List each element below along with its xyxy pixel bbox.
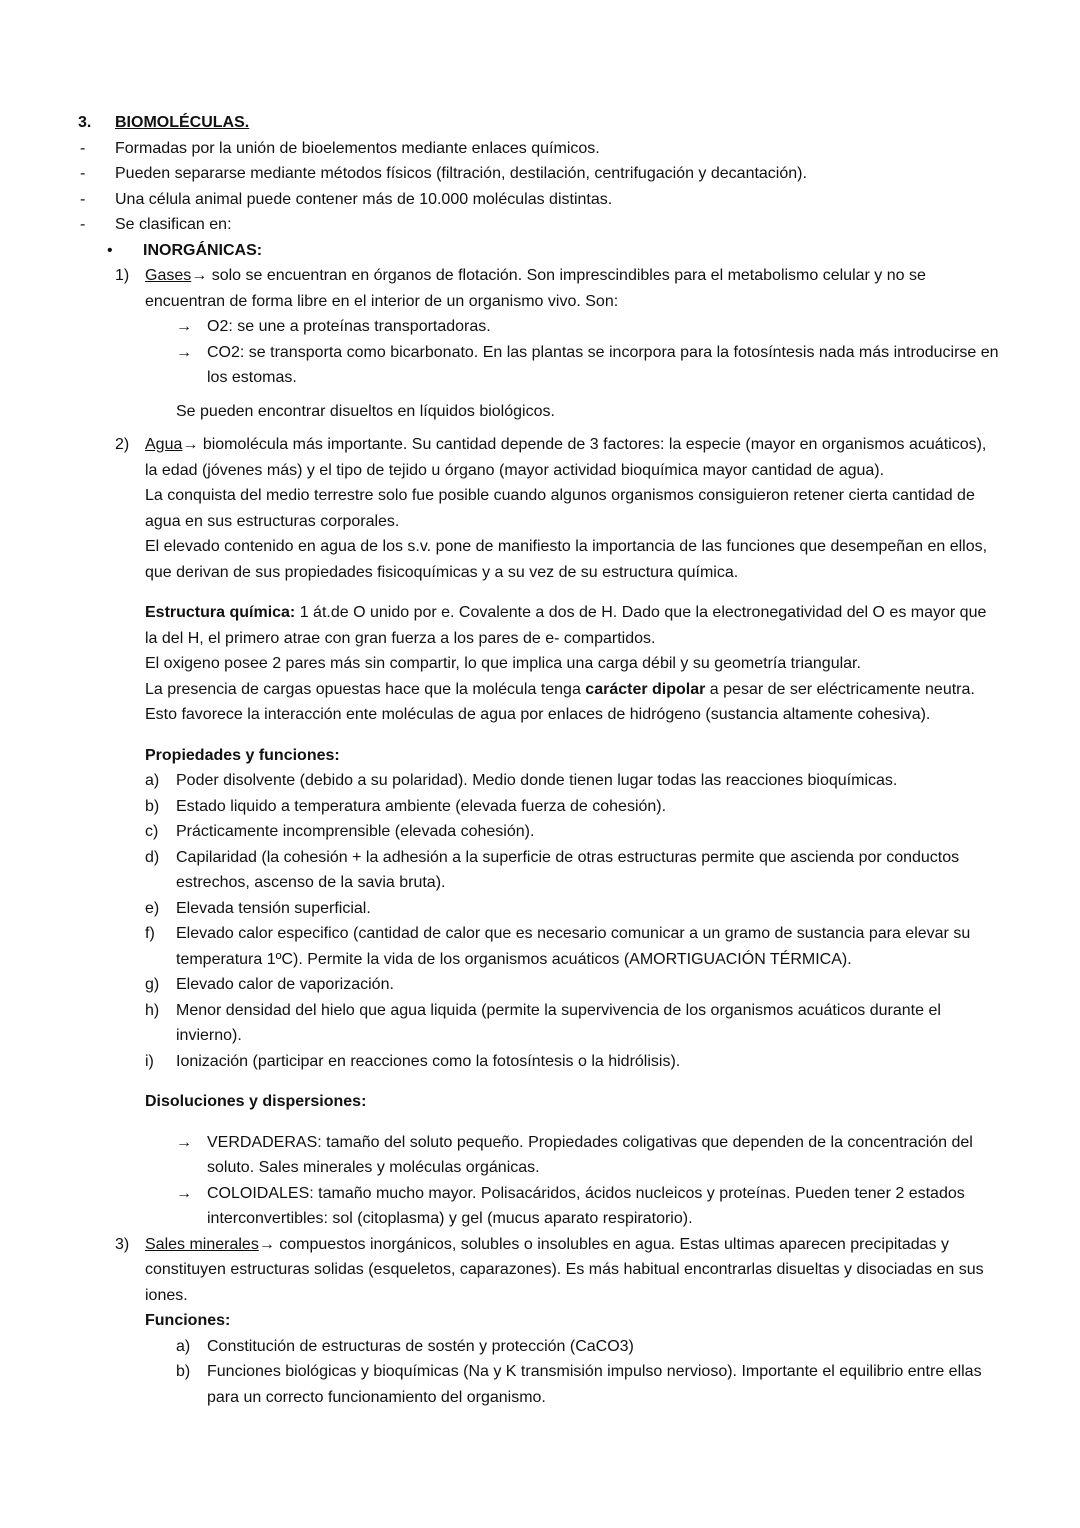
section-title-text: Funciones:	[145, 1312, 231, 1329]
sales-description: compuestos inorgánicos, solubles o insolubles en agua. Estas ultimas aparecen precipitadas y constituyen estructuras solidas (esqueletos, caparazones). Es más habitual encontrarlas disueltas y disociadas en sus iones.	[145, 1235, 984, 1304]
letter-item-c	[145, 819, 1002, 845]
letter-item-d	[145, 845, 1002, 896]
paragraph-estructura-quimica	[145, 600, 1002, 651]
agua-text	[145, 432, 1002, 483]
sales-text	[145, 1232, 1002, 1309]
paragraph-text	[145, 677, 1002, 728]
dipolar-pre: La presencia de cargas opuestas hace que la molécula tenga	[145, 680, 586, 698]
paragraph-caracter-dipolar	[145, 677, 1002, 728]
arrow-item-verdaderas	[176, 1130, 1002, 1181]
right-arrow-icon: →	[176, 318, 192, 335]
dipolar-bold: carácter dipolar	[585, 680, 706, 698]
paragraph-text: Se pueden encontrar disueltos en líquidos biológicos.	[176, 402, 555, 420]
gases-description: solo se encuentran en órganos de flotación. Son imprescindibles para el metabolismo celular y no se encuentran de forma libre en el interior de un organismo vivo. Son:	[145, 267, 926, 310]
dash-item-text: Formadas por la unión de bioelementos mediante enlaces químicos.	[115, 139, 600, 157]
dash-item-formadas	[75, 136, 1002, 162]
letter-marker: f)	[145, 925, 155, 942]
right-arrow-icon: →	[176, 343, 192, 361]
dash-marker: -	[80, 190, 86, 208]
letter-item-text: Prácticamente incomprensible (elevada cohesión).	[176, 823, 535, 840]
arrow-item-coloidales	[176, 1181, 1002, 1232]
paragraph-oxigeno	[145, 651, 1002, 677]
dash-item-text: Se clasifican en:	[115, 216, 232, 233]
letter-item-text: Elevado calor de vaporización.	[176, 976, 394, 993]
right-arrow-icon: →	[176, 1184, 192, 1202]
dash-marker: -	[80, 216, 86, 233]
bullet-inorganicas	[105, 238, 1002, 264]
letter-marker: e)	[145, 899, 160, 917]
paragraph-text: La conquista del medio terrestre solo fue posible cuando algunos organismos consiguieron retener cierta cantidad de agua en sus estructuras corporales.	[145, 487, 975, 530]
letter-marker: c)	[145, 823, 159, 840]
letter-item-text: Capilaridad (la cohesión + la adhesión a la superficie de otras estructuras permite que ascienda por conductos estrechos, ascenso de la savia bruta).	[176, 848, 960, 891]
letter-marker: i)	[145, 1052, 154, 1070]
letter-item-i	[145, 1049, 1002, 1075]
letter-item-text: Poder disolvente (debido a su polaridad). Medio donde tienen lugar todas las reacciones bioquímicas.	[176, 772, 898, 789]
dash-item-text: Una célula animal puede contener más de 10.000 moléculas distintas.	[115, 190, 613, 208]
section-title-propiedades	[145, 743, 1002, 769]
dash-item-text: Pueden separarse mediante métodos físicos (filtración, destilación, centrifugación y decantación).	[115, 165, 807, 182]
letter-item-h	[145, 998, 1002, 1049]
list-number: 3)	[115, 1235, 130, 1253]
dash-item-clasifican	[75, 212, 1002, 238]
estructura-description: 1 át.de O unido por e. Covalente a dos de H. Dado que la electronegatividad del O es mayor que la del H, el primero atrae con gran fuerza a los pares de e- compartidos.	[145, 604, 987, 647]
dash-marker: -	[80, 165, 86, 182]
arrow-item-text: CO2: se transporta como bicarbonato. En las plantas se incorpora para la fotosíntesis nada más introducirse en los estomas.	[207, 343, 999, 386]
letter-item-f	[145, 921, 1002, 972]
letter-marker: b)	[176, 1363, 191, 1380]
sales-term: Sales minerales	[145, 1235, 259, 1253]
letter-marker: g)	[145, 976, 160, 993]
letter-item-text: Constitución de estructuras de sostén y protección (CaCO3)	[207, 1337, 634, 1355]
letter-item-text: Menor densidad del hielo que agua liquida (permite la supervivencia de los organismos acuáticos durante el invierno).	[176, 1001, 941, 1044]
section-title-text: Propiedades y funciones:	[145, 746, 340, 764]
numbered-item-gases	[115, 263, 1002, 314]
letter-item-b	[145, 794, 1002, 820]
list-number: 1)	[115, 267, 130, 284]
bullet-inorganicas-label: INORGÁNICAS:	[143, 241, 263, 259]
right-arrow-icon: →	[258, 1235, 275, 1253]
dipolar-post: a pesar de ser eléctricamente neutra. Esto favorece la interacción ente moléculas de agua por enlaces de hidrógeno (sustancia altamente cohesiva).	[145, 680, 975, 723]
letter-item-text: Elevado calor especifico (cantidad de calor que es necesario comunicar a un gramo de sustancia para elevar su temperatura 1ºC). Permite la vida de los organismos acuáticos (AMORTIGUACIÓN TÉRMICA).	[176, 925, 971, 968]
section-title-disoluciones	[145, 1089, 1002, 1115]
paragraph-text: El elevado contenido en agua de los s.v. pone de manifiesto la importancia de las funciones que desempeñan en ellos, que derivan de sus propiedades fisicoquímicas y a su vez de su estructura química.	[145, 538, 988, 581]
letter-marker: a)	[145, 772, 160, 789]
letter-marker: h)	[145, 1001, 160, 1019]
right-arrow-icon: →	[176, 1133, 192, 1151]
dash-marker: -	[80, 139, 86, 157]
list-number: 2)	[115, 436, 130, 453]
letter-marker: a)	[176, 1337, 191, 1355]
heading-biomoleculas	[75, 110, 1002, 136]
letter-item-text: Funciones biológicas y bioquímicas (Na y K transmisión impulso nervioso). Importante el equilibrio entre ellas para un correcto funcionamiento del organismo.	[207, 1363, 982, 1406]
agua-description: biomolécula más importante. Su cantidad depende de 3 factores: la especie (mayor en organismos acuáticos), la edad (jóvenes más) y el tipo de tejido u órgano (mayor actividad bioquímica mayor cantidad de agua).	[145, 436, 987, 479]
paragraph-agua-contenido	[145, 534, 1002, 585]
right-arrow-icon: →	[191, 267, 208, 284]
section-title-funciones	[145, 1308, 1002, 1334]
arrow-item-text: COLOIDALES: tamaño mucho mayor. Polisacáridos, ácidos nucleicos y proteínas. Pueden tener 2 estados interconvertibles: sol (citoplasma) y gel (mucus aparato respiratorio).	[207, 1184, 965, 1227]
letter-item-g	[145, 972, 1002, 998]
numbered-item-sales-minerales	[115, 1232, 1002, 1309]
bullet-icon: •	[107, 241, 113, 259]
heading-title: BIOMOLÉCULAS.	[115, 114, 250, 131]
arrow-item-text: O2: se une a proteínas transportadoras.	[207, 318, 491, 335]
arrow-item-o2	[176, 314, 1002, 340]
right-arrow-icon: →	[182, 436, 199, 453]
estructura-label: Estructura química:	[145, 604, 296, 621]
letter-marker: d)	[145, 848, 160, 866]
letter-item-text: Estado liquido a temperatura ambiente (elevada fuerza de cohesión).	[176, 797, 667, 815]
paragraph-text: El oxigeno posee 2 pares más sin compartir, lo que implica una carga débil y su geometría triangular.	[145, 655, 861, 672]
letter-item-text: Ionización (participar en reacciones como la fotosíntesis o la hidrólisis).	[176, 1052, 681, 1070]
letter-item-text: Elevada tensión superficial.	[176, 899, 371, 917]
heading-number: 3.	[78, 114, 92, 131]
arrow-item-co2	[176, 340, 1002, 391]
letter-marker: b)	[145, 797, 160, 815]
agua-term: Agua	[145, 436, 183, 453]
letter-item-funciones-a	[176, 1334, 1002, 1360]
numbered-item-agua	[115, 432, 1002, 483]
gases-text	[145, 263, 1002, 314]
gases-term: Gases	[145, 267, 192, 284]
paragraph-gases-disueltos	[176, 399, 1002, 425]
letter-item-e	[145, 896, 1002, 922]
letter-item-funciones-b	[176, 1359, 1002, 1410]
dash-item-celula	[75, 187, 1002, 213]
paragraph-text	[145, 600, 1002, 651]
paragraph-agua-conquista	[145, 483, 1002, 534]
letter-item-a	[145, 768, 1002, 794]
arrow-item-text: VERDADERAS: tamaño del soluto pequeño. Propiedades coligativas que dependen de la concentración del soluto. Sales minerales y moléculas orgánicas.	[207, 1133, 973, 1176]
dash-item-separarse	[75, 161, 1002, 187]
section-title-text: Disoluciones y dispersiones:	[145, 1093, 367, 1110]
